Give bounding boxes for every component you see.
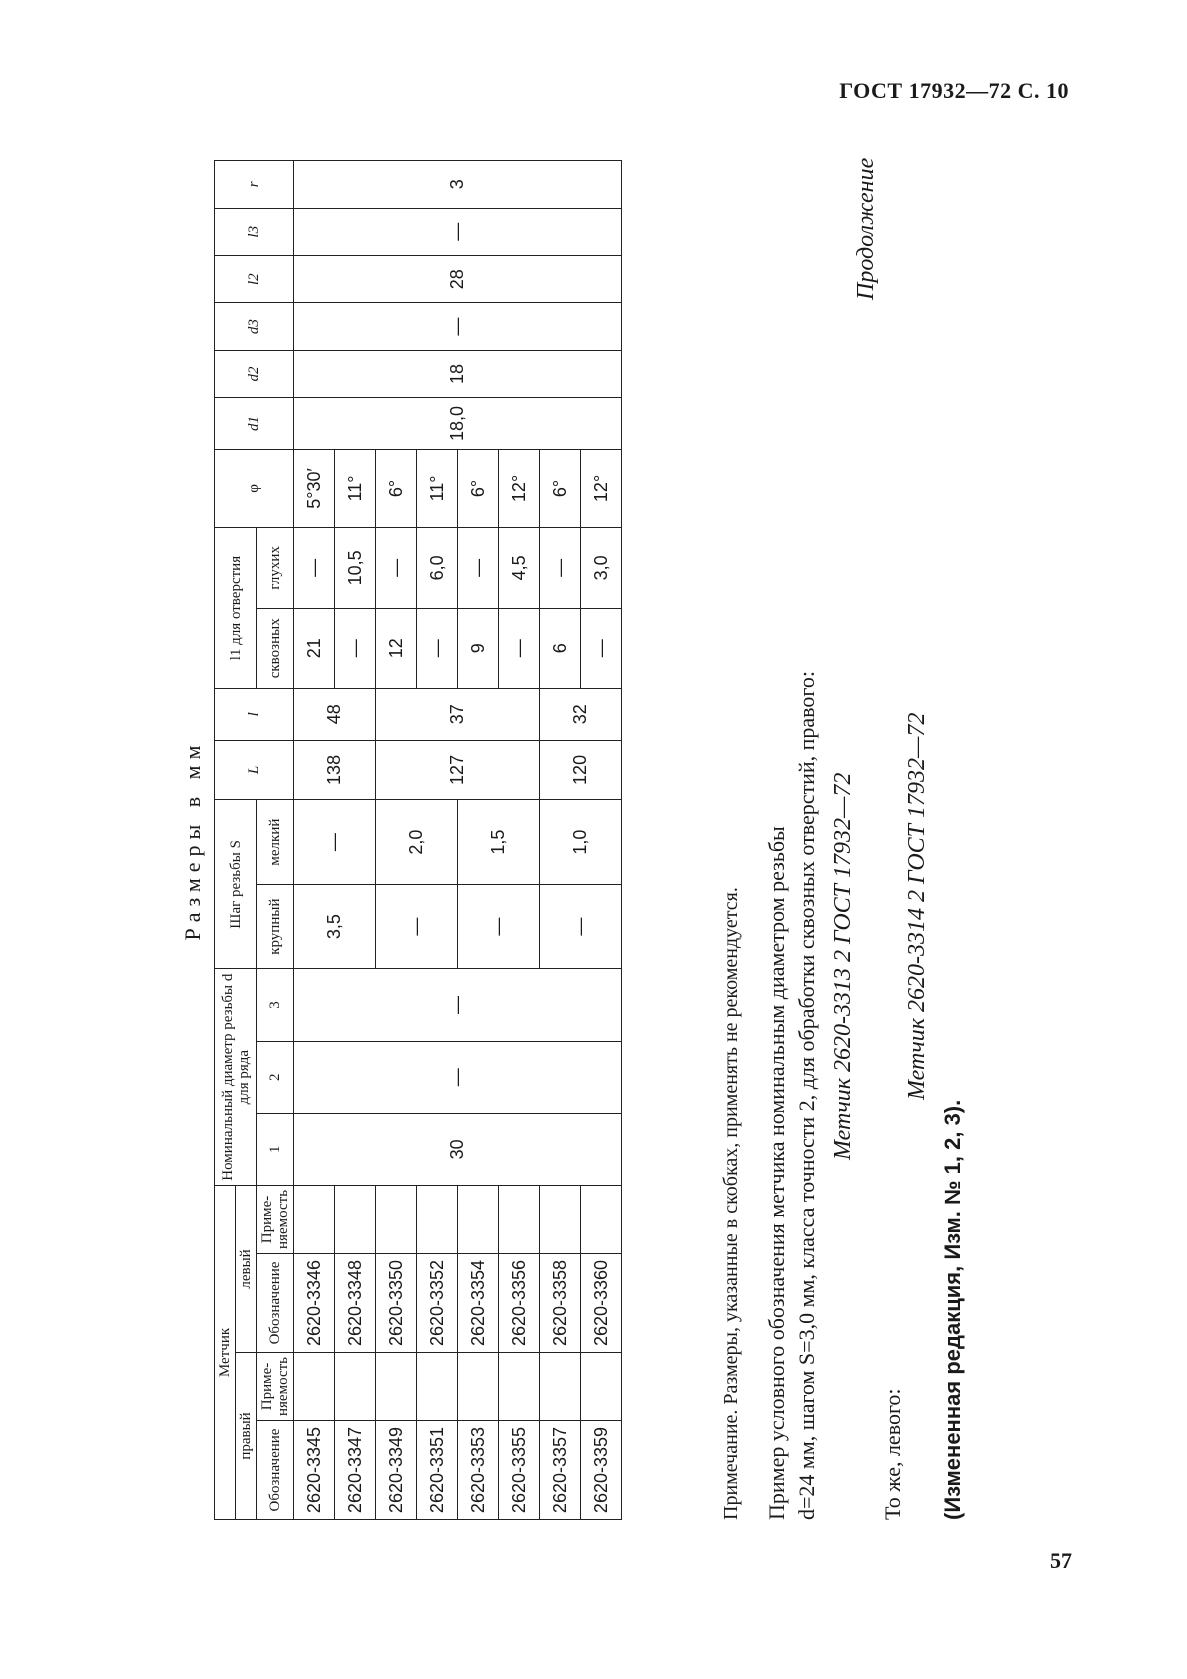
table-note: Примечание. Размеры, указанные в скобках, применять не рекомендуется. (720, 887, 742, 1520)
th-left-note: Приме- няемость (257, 1185, 294, 1253)
left-note (458, 1185, 499, 1253)
phi: 11° (417, 449, 458, 527)
page-number: 57 (1050, 1548, 1072, 1573)
right-designation: 2620-3359 (581, 1421, 622, 1520)
l1-blind: 10,5 (335, 528, 376, 608)
right-note (540, 1352, 581, 1420)
l1-through: — (335, 608, 376, 688)
l1-blind: 3,0 (581, 528, 622, 608)
th-l2: l2 (215, 255, 294, 302)
table-row (294, 161, 335, 1520)
step-fine: — (294, 800, 376, 885)
phi: 6° (376, 449, 417, 527)
d-row2: — (294, 1041, 622, 1113)
l2: 28 (294, 255, 622, 302)
phi: 11° (335, 449, 376, 527)
length-l: 48 (294, 688, 376, 740)
left-note (417, 1185, 458, 1253)
d-row3: — (294, 969, 622, 1041)
left-designation: 2620-3350 (376, 1253, 417, 1352)
r: 3 (294, 161, 622, 209)
step-coarse: — (540, 884, 622, 969)
left-designation: 2620-3346 (294, 1253, 335, 1352)
th-r: r (215, 161, 294, 209)
th-l3: l3 (215, 208, 294, 255)
step-fine: 1,5 (458, 800, 540, 885)
left-designation: 2620-3354 (458, 1253, 499, 1352)
phi: 5°30′ (294, 449, 335, 527)
right-designation: 2620-3345 (294, 1421, 335, 1520)
right-designation: 2620-3349 (376, 1421, 417, 1520)
phi: 12° (581, 449, 622, 527)
same-left-label: То же, левого: (880, 1388, 905, 1520)
step-coarse: — (458, 884, 540, 969)
right-note (294, 1352, 335, 1420)
l1-blind: 4,5 (499, 528, 540, 608)
example-line-2: d=24 мм, шагом S=3,0 мм, класса точности 2, для обработки сквозных отверстий, правого: (794, 670, 819, 1520)
th-row3: 3 (257, 969, 294, 1041)
l1-blind: — (376, 528, 417, 608)
l1-through: — (417, 608, 458, 688)
th-right-note: Приме- няемость (257, 1352, 294, 1420)
step-fine: 2,0 (376, 800, 458, 885)
th-row1: 1 (257, 1113, 294, 1185)
right-note (499, 1352, 540, 1420)
right-note (335, 1352, 376, 1420)
l1-through: 9 (458, 608, 499, 688)
l1-blind: — (540, 528, 581, 608)
phi: 6° (458, 449, 499, 527)
left-note (581, 1185, 622, 1253)
designation-left-example: Метчик 2620-3314 2 ГОСТ 17932—72 (904, 712, 930, 1100)
l3: — (294, 208, 622, 255)
l1-through: 12 (376, 608, 417, 688)
th-right: правый (236, 1352, 257, 1519)
right-designation: 2620-3357 (540, 1421, 581, 1520)
th-d2: d2 (215, 350, 294, 397)
l1-blind: 6,0 (417, 528, 458, 608)
length-L: 138 (294, 740, 376, 800)
left-note (499, 1185, 540, 1253)
phi: 12° (499, 449, 540, 527)
th-L: L (215, 740, 294, 800)
l1-blind: — (294, 528, 335, 608)
th-l1: l1 для отверстия (215, 528, 257, 689)
spec-table (214, 160, 622, 1520)
th-fine: мелкий (257, 800, 294, 885)
l1-through: 6 (540, 608, 581, 688)
right-note (417, 1352, 458, 1420)
th-right-designation: Обозначение (257, 1421, 294, 1520)
th-left: левый (236, 1185, 257, 1352)
th-through: сквозных (257, 608, 294, 688)
th-phi: φ (215, 449, 294, 527)
th-step: Шаг резьбы S (215, 800, 257, 969)
th-l: l (215, 688, 294, 740)
table-caption: Размеры в мм (180, 739, 205, 941)
right-designation: 2620-3355 (499, 1421, 540, 1520)
l1-blind: — (458, 528, 499, 608)
step-coarse: — (376, 884, 458, 969)
right-note (458, 1352, 499, 1420)
right-note (581, 1352, 622, 1420)
d1: 18,0 (294, 398, 622, 450)
left-note (335, 1185, 376, 1253)
th-d3: d3 (215, 303, 294, 350)
step-fine: 1,0 (540, 800, 622, 885)
left-note (294, 1185, 335, 1253)
length-l: 37 (376, 688, 540, 740)
left-designation: 2620-3352 (417, 1253, 458, 1352)
th-blind: глухих (257, 528, 294, 608)
left-designation: 2620-3360 (581, 1253, 622, 1352)
designation-right-example: Метчик 2620-3313 2 ГОСТ 17932—72 (830, 772, 856, 1160)
th-metchik: Метчик (215, 1185, 236, 1519)
length-l: 32 (540, 688, 622, 740)
th-nominal: Номинальный диаметр резьбы d для ряда (215, 969, 257, 1186)
length-L: 120 (540, 740, 622, 800)
d2: 18 (294, 350, 622, 397)
l1-through: — (499, 608, 540, 688)
d3: — (294, 303, 622, 350)
th-left-designation: Обозначение (257, 1253, 294, 1352)
th-coarse: крупный (257, 884, 294, 969)
th-row2: 2 (257, 1041, 294, 1113)
right-designation: 2620-3353 (458, 1421, 499, 1520)
phi: 6° (540, 449, 581, 527)
th-d1: d1 (215, 398, 294, 450)
left-designation: 2620-3356 (499, 1253, 540, 1352)
page-header: ГОСТ 17932—72 С. 10 (839, 78, 1069, 103)
l1-through: 21 (294, 608, 335, 688)
step-coarse: 3,5 (294, 884, 376, 969)
l1-through: — (581, 608, 622, 688)
change-note: (Измененная редакция, Изм. № 1, 2, 3). (940, 1099, 965, 1520)
left-designation: 2620-3358 (540, 1253, 581, 1352)
example-line-1: Пример условного обозначения метчика номинальным диаметром резьбы (764, 826, 789, 1520)
right-designation: 2620-3347 (335, 1421, 376, 1520)
right-designation: 2620-3351 (417, 1421, 458, 1520)
left-note (376, 1185, 417, 1253)
left-note (540, 1185, 581, 1253)
rotated-content (180, 157, 1080, 1520)
continuation-label: Продолжение (853, 157, 879, 300)
length-L: 127 (376, 740, 540, 800)
left-designation: 2620-3348 (335, 1253, 376, 1352)
right-note (376, 1352, 417, 1420)
d-row1: 30 (294, 1113, 622, 1185)
